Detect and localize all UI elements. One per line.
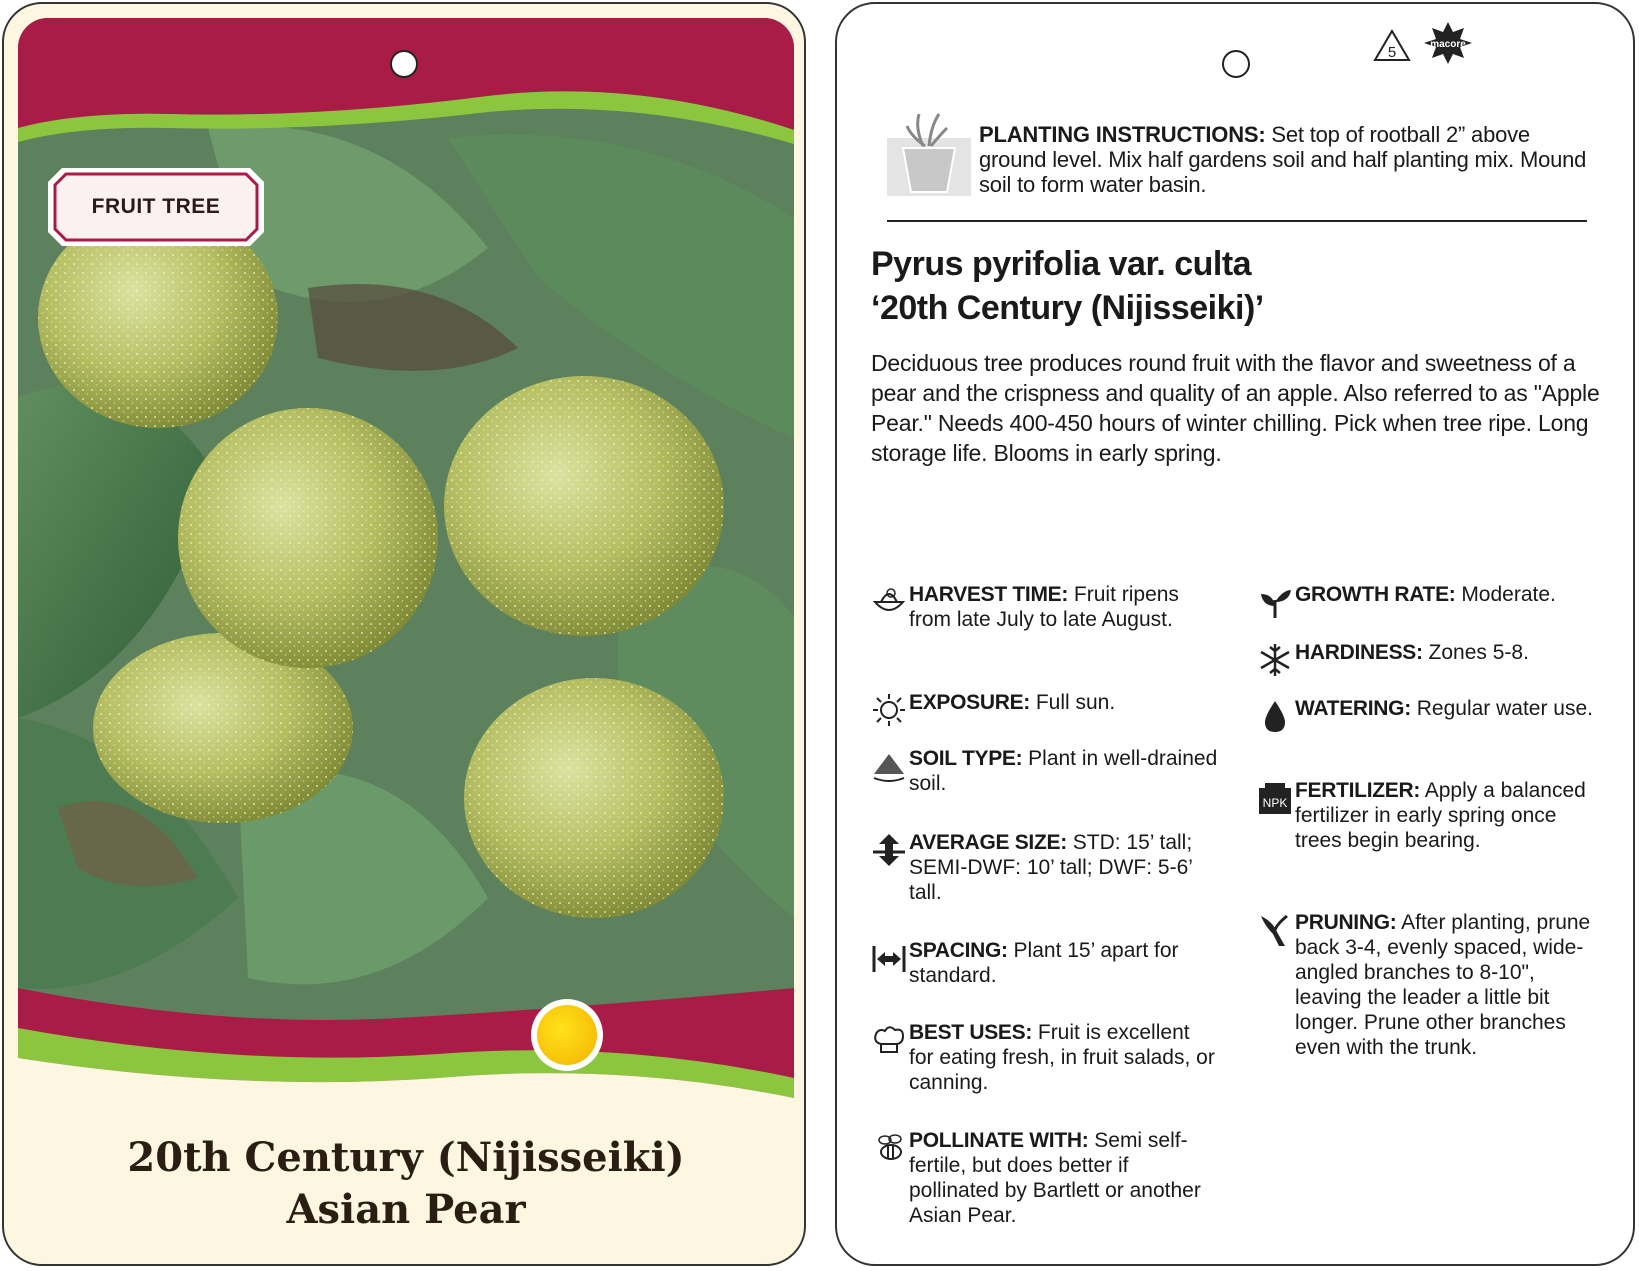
attr-text: Regular water use. <box>1410 697 1593 720</box>
attr-label: SPACING: <box>909 939 1008 962</box>
recycle-icon <box>1372 28 1412 64</box>
attr-label: AVERAGE SIZE: <box>909 831 1067 854</box>
svg-text:5: 5 <box>1387 44 1397 61</box>
soil-icon <box>871 748 907 784</box>
attr-text: After planting, prune back 3-4, evenly spaced, wide-angled branches to 8-10", leaving the leader a little bit longer. Prune other branches even with the trunk. <box>1295 911 1591 1059</box>
snowflake-icon <box>1257 642 1293 678</box>
basket-icon <box>871 584 907 620</box>
attr-label: WATERING: <box>1295 697 1411 720</box>
svg-text:macore: macore <box>1430 39 1466 50</box>
attr-text: Zones 5-8. <box>1422 641 1529 664</box>
attr-text: Fruit ripens from late July to late August. <box>909 583 1179 631</box>
spacing-arrow-icon <box>871 940 907 976</box>
botanical-name-line1: Pyrus pyrifolia var. culta <box>871 245 1252 283</box>
badge-label: FRUIT TREE <box>91 195 221 218</box>
full-sun-dot-icon <box>531 999 603 1071</box>
attr-text: Apply a balanced fertilizer in early spring once trees begin bearing. <box>1295 779 1586 852</box>
attr-text: Plant in well-drained soil. <box>909 747 1218 795</box>
common-name-line1: 20th Century (Nijisseiki) <box>127 1134 685 1181</box>
botanical-name-line2: ‘20th Century (Nijisseiki)’ <box>871 289 1264 327</box>
attr-label: GROWTH RATE: <box>1295 583 1456 606</box>
attr-text: STD: 15’ tall; SEMI-DWF: 10’ tall; DWF: 5-6’ tall. <box>909 831 1193 904</box>
top-wave-band <box>18 18 794 168</box>
front-tag <box>2 2 806 1266</box>
sprout-icon <box>1257 584 1293 620</box>
botanical-name <box>871 242 1611 330</box>
attr-label: HARDINESS: <box>1295 641 1423 664</box>
attr-label: HARVEST TIME: <box>909 583 1069 606</box>
attr-label: FERTILIZER: <box>1295 779 1421 802</box>
attr-text: Moderate. <box>1455 583 1556 606</box>
bee-icon <box>871 1130 907 1166</box>
common-name <box>4 1132 806 1236</box>
svg-text:NPK: NPK <box>1262 796 1288 810</box>
bottom-wave-band <box>18 988 794 1128</box>
photo-panel <box>18 18 794 1128</box>
fruit-tree-badge <box>48 168 264 246</box>
height-arrow-icon <box>871 832 907 868</box>
attr-text: Fruit is excellent for eating fresh, in fruit salads, or canning. <box>909 1021 1215 1094</box>
attr-label: BEST USES: <box>909 1021 1033 1044</box>
attr-text: Semi self-fertile, but does better if pollinated by Bartlett or another Asian Pear. <box>909 1129 1201 1227</box>
water-drop-icon <box>1257 698 1293 734</box>
back-tag <box>835 2 1635 1266</box>
planting-pot-icon <box>885 108 973 198</box>
attr-label: PRUNING: <box>1295 911 1397 934</box>
pruner-icon <box>1257 912 1293 948</box>
macore-logo-icon <box>1422 20 1474 66</box>
chef-hat-icon <box>871 1022 907 1058</box>
planting-label: PLANTING INSTRUCTIONS: <box>979 122 1266 147</box>
hanger-hole <box>1222 50 1250 78</box>
attr-text: Plant 15’ apart for standard. <box>909 939 1179 987</box>
planting-instructions <box>979 122 1599 197</box>
description: Deciduous tree produces round fruit with the flavor and sweetness of a pear and the crispness and quality of an apple. Also referred to as "Apple Pear." Needs 400-450 hours of winter chilling. Pick when tree ripe. Long storage life. Blooms in early spring. <box>871 350 1600 466</box>
sun-icon <box>871 692 907 728</box>
attr-text: Full sun. <box>1030 691 1116 714</box>
attr-label: EXPOSURE: <box>909 691 1030 714</box>
hanger-hole <box>390 50 418 78</box>
common-name-line2: Asian Pear <box>286 1186 526 1233</box>
attr-label: POLLINATE WITH: <box>909 1129 1089 1152</box>
divider <box>887 220 1587 222</box>
planting-text: Set top of rootball 2” above ground level. Mix half gardens soil and half planting mix. Mound soil to form water basin. <box>979 122 1587 197</box>
npk-icon <box>1257 780 1293 816</box>
attr-label: SOIL TYPE: <box>909 747 1023 770</box>
